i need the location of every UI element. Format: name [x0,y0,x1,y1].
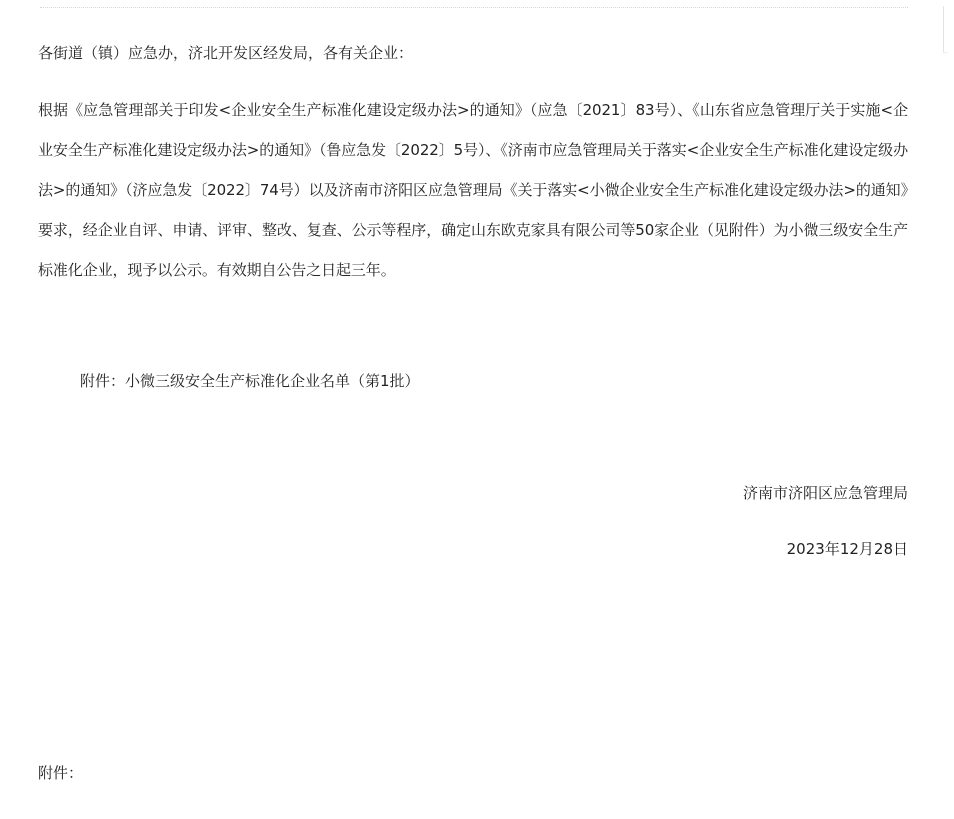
attachment-label: 附件： [38,764,84,782]
issuing-authority: 济南市济阳区应急管理局 [742,484,908,502]
notice-body-paragraph: 根据《应急管理部关于印发<企业安全生产标准化建设定级办法>的通知》（应急〔2021〕83号）、《山东省应急管理厅关于实施<企业安全生产标准化建设定级办法>的通知》（鲁应急发〔2022〕5号）、《济南市应急管理局关于落实<企业安全生产标准化建设定级办法>的通知》（济应急发〔2022〕74号）以及济南市济阳区应急管理局《关于落实<小微企业安全生产标准化建设定级办法>的通知》要求，经企业自评、申请、评审、整改、复查、公示等程序，确定山东欧克家具有限公司等50家企业（见附件）为小微三级安全生产标准化企业，现予以公示。有效期自公告之日起三年。 [38,101,908,279]
notice-salutation: 各街道（镇）应急办，济北开发区经发局，各有关企业： [38,44,414,62]
attachment-reference: 附件：小微三级安全生产标准化企业名单（第1批） [80,372,420,390]
issue-date: 2023年12月28日 [786,540,908,558]
scrollbar-edge [943,6,948,53]
top-divider [40,7,908,8]
